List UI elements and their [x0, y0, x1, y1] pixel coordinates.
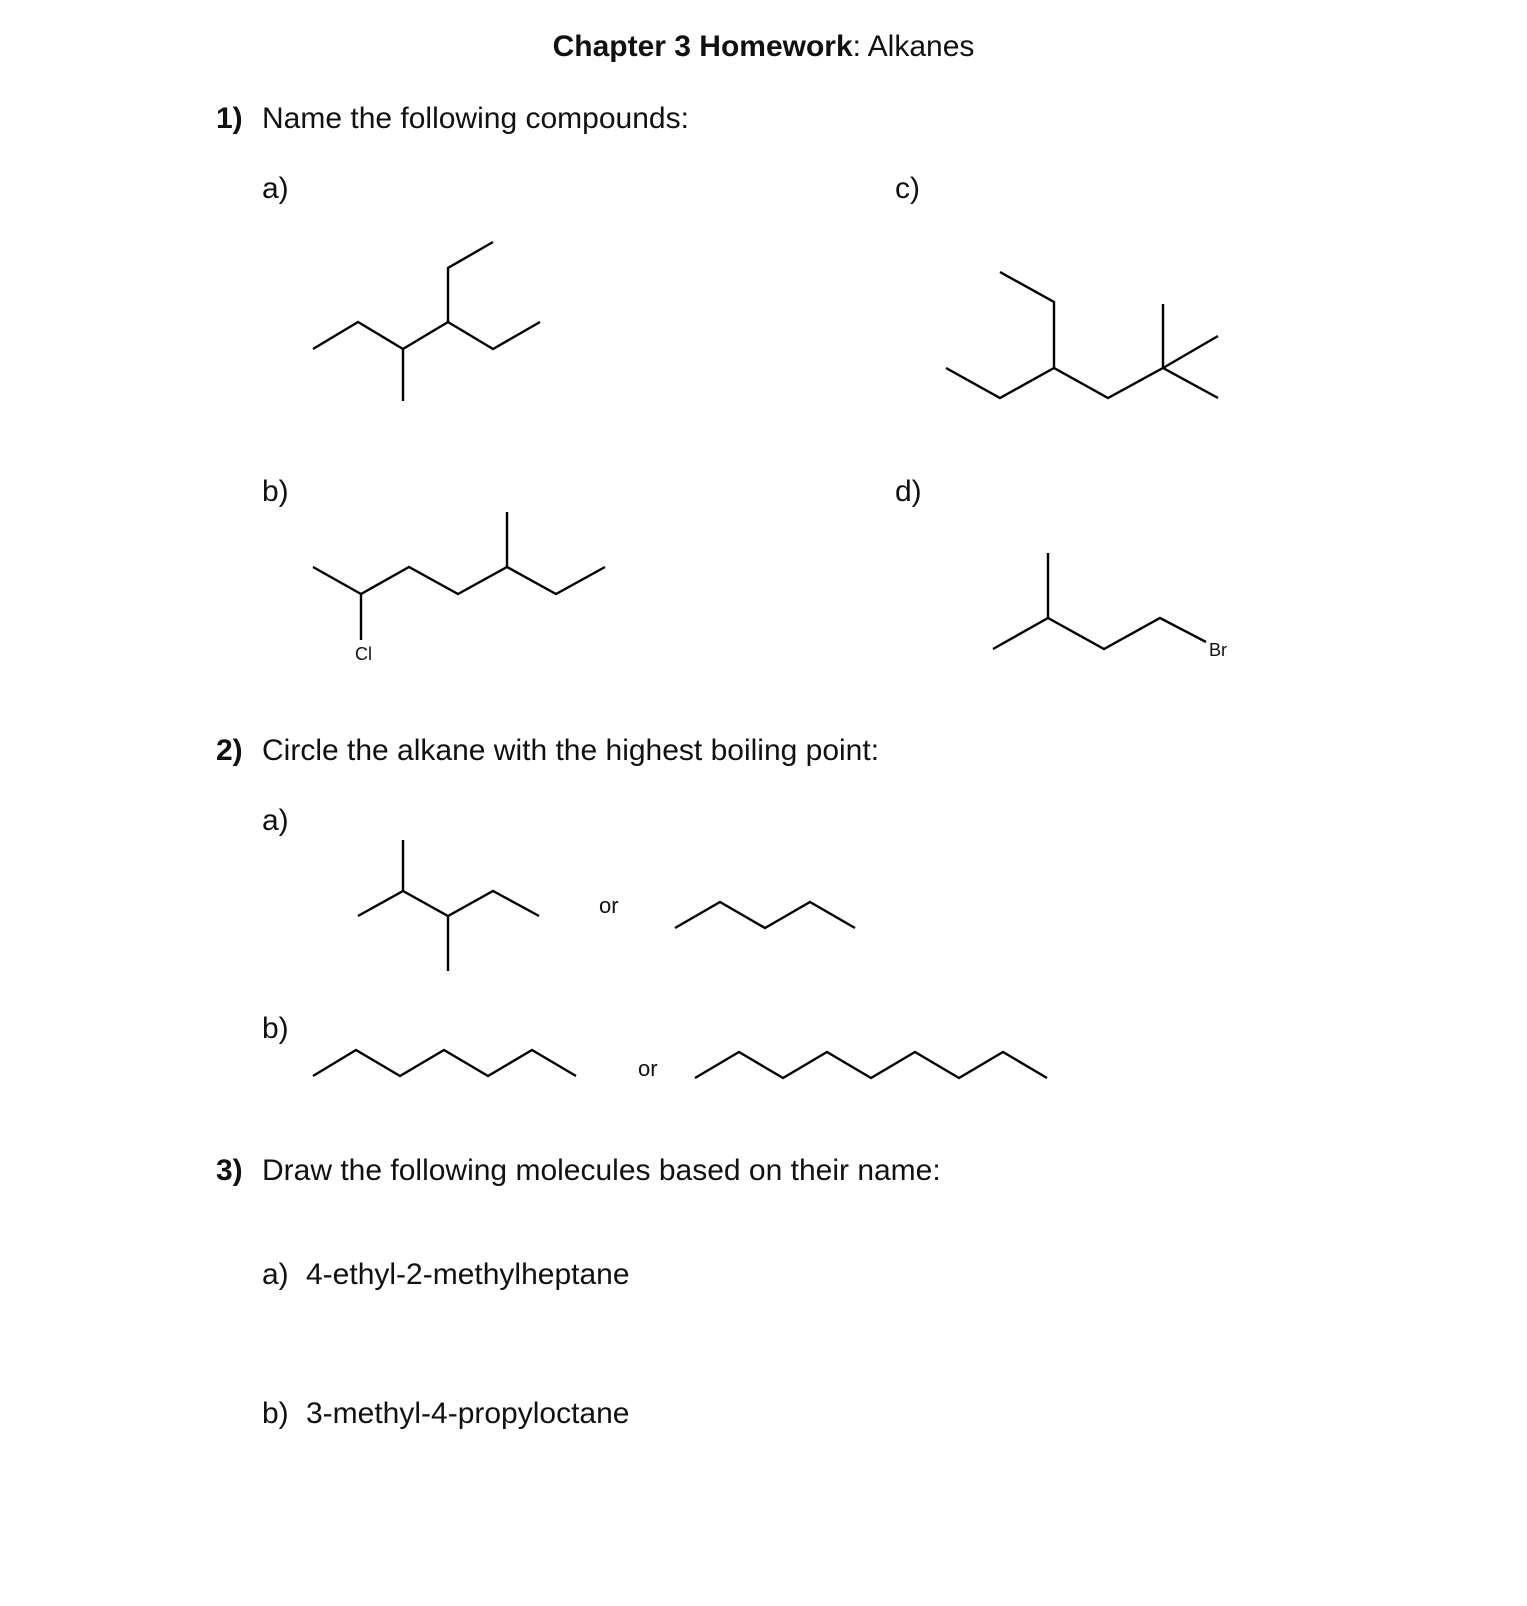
title-bold: Chapter 3 Homework	[552, 30, 853, 63]
q3-item-b-name: 3-methyl-4-propyloctane	[306, 1397, 630, 1430]
q3-item-a-name: 4-ethyl-2-methylheptane	[306, 1258, 630, 1291]
q2-label-a: a)	[262, 804, 289, 837]
structure-2b-short	[313, 1050, 576, 1076]
structure-1c	[946, 272, 1218, 398]
structure-2a-branched	[358, 840, 539, 971]
q3-item-b-label: b)	[262, 1397, 289, 1430]
structure-1b	[313, 512, 605, 640]
q1-label-c: c)	[895, 172, 920, 205]
question-1-text: Name the following compounds:	[262, 102, 689, 135]
question-2-number: 2)	[216, 734, 243, 767]
or-separator-b: or	[638, 1056, 658, 1081]
structure-2b-long	[695, 1052, 1047, 1078]
or-separator-a: or	[599, 893, 619, 918]
q1-label-b: b)	[262, 475, 289, 508]
structure-1a	[313, 242, 540, 401]
title-rest: : Alkanes	[852, 30, 975, 63]
question-3-number: 3)	[216, 1154, 243, 1187]
question-3-text: Draw the following molecules based on their name:	[262, 1154, 941, 1187]
q3-item-a-label: a)	[262, 1258, 289, 1291]
question-2-text: Circle the alkane with the highest boiling point:	[262, 734, 880, 767]
q2-label-b: b)	[262, 1012, 289, 1045]
chlorine-atom-label: Cl	[355, 644, 372, 664]
bromine-atom-label: Br	[1209, 640, 1227, 660]
q1-label-a: a)	[262, 172, 289, 205]
question-1-number: 1)	[216, 102, 243, 135]
structure-2a-linear	[675, 902, 855, 928]
q1-label-d: d)	[895, 475, 922, 508]
structure-1d	[993, 553, 1206, 649]
